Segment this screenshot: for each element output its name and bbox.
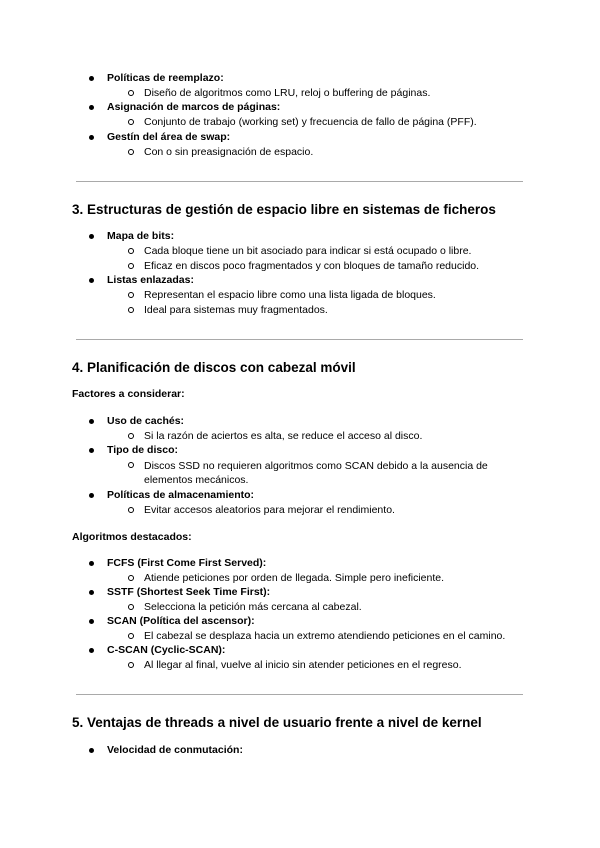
sub-bullet: Evitar accesos aleatorios para mejorar el rendimiento. [144, 504, 395, 516]
section-5-title: 5. Ventajas de threads a nivel de usuario frente a nivel de kernel [72, 715, 482, 730]
bullet-gestion-swap: Gestín del área de swap: [107, 131, 231, 143]
section-divider [76, 694, 523, 695]
sub-bullet: Diseño de algoritmos como LRU, reloj o buffering de páginas. [144, 87, 431, 99]
algorithms-heading: Algoritmos destacados: [72, 531, 192, 543]
bullet-sstf: SSTF (Shortest Seek Time First): [107, 586, 271, 598]
bullet-fcfs: FCFS (First Come First Served): [107, 557, 267, 569]
section-divider [76, 181, 523, 182]
bullet-uso-caches: Uso de cachés: [107, 415, 185, 427]
sub-bullet: Representan el espacio libre como una lista ligada de bloques. [144, 289, 436, 301]
factors-heading: Factores a considerar: [72, 388, 185, 400]
sub-bullet: Con o sin preasignación de espacio. [144, 146, 314, 158]
bullet-tipo-disco: Tipo de disco: [107, 444, 178, 456]
sub-bullet: Discos SSD no requieren algoritmos como SCAN debido a la ausencia de elementos mecánicos. [144, 459, 514, 487]
bullet-velocidad-conmutacion: Velocidad de conmutación: [107, 744, 243, 756]
bullet-politicas-reemplazo: Políticas de reemplazo: [107, 72, 224, 84]
bullet-politicas-almacenamiento: Políticas de almacenamiento: [107, 489, 255, 501]
sub-bullet: Al llegar al final, vuelve al inicio sin atender peticiones en el regreso. [144, 659, 462, 671]
bullet-listas-enlazadas: Listas enlazadas: [107, 274, 194, 286]
section-4-title: 4. Planificación de discos con cabezal móvil [72, 360, 356, 375]
section-3-title: 3. Estructuras de gestión de espacio libre en sistemas de ficheros [72, 202, 496, 217]
bullet-c-scan: C-SCAN (Cyclic-SCAN): [107, 644, 226, 656]
sub-bullet: Cada bloque tiene un bit asociado para indicar si está ocupado o libre. [144, 245, 472, 257]
section-divider [76, 339, 523, 340]
bullet-mapa-bits: Mapa de bits: [107, 230, 175, 242]
sub-bullet: Selecciona la petición más cercana al cabezal. [144, 601, 362, 613]
bullet-asignacion-marcos: Asignación de marcos de páginas: [107, 101, 281, 113]
sub-bullet: El cabezal se desplaza hacia un extremo atendiendo peticiones en el camino. [144, 630, 506, 642]
sub-bullet: Si la razón de aciertos es alta, se reduce el acceso al disco. [144, 430, 423, 442]
sub-bullet: Ideal para sistemas muy fragmentados. [144, 304, 328, 316]
sub-bullet: Conjunto de trabajo (working set) y frecuencia de fallo de página (PFF). [144, 116, 477, 128]
bullet-scan: SCAN (Política del ascensor): [107, 615, 255, 627]
sub-bullet: Eficaz en discos poco fragmentados y con bloques de tamaño reducido. [144, 260, 480, 272]
sub-bullet: Atiende peticiones por orden de llegada. Simple pero ineficiente. [144, 572, 445, 584]
